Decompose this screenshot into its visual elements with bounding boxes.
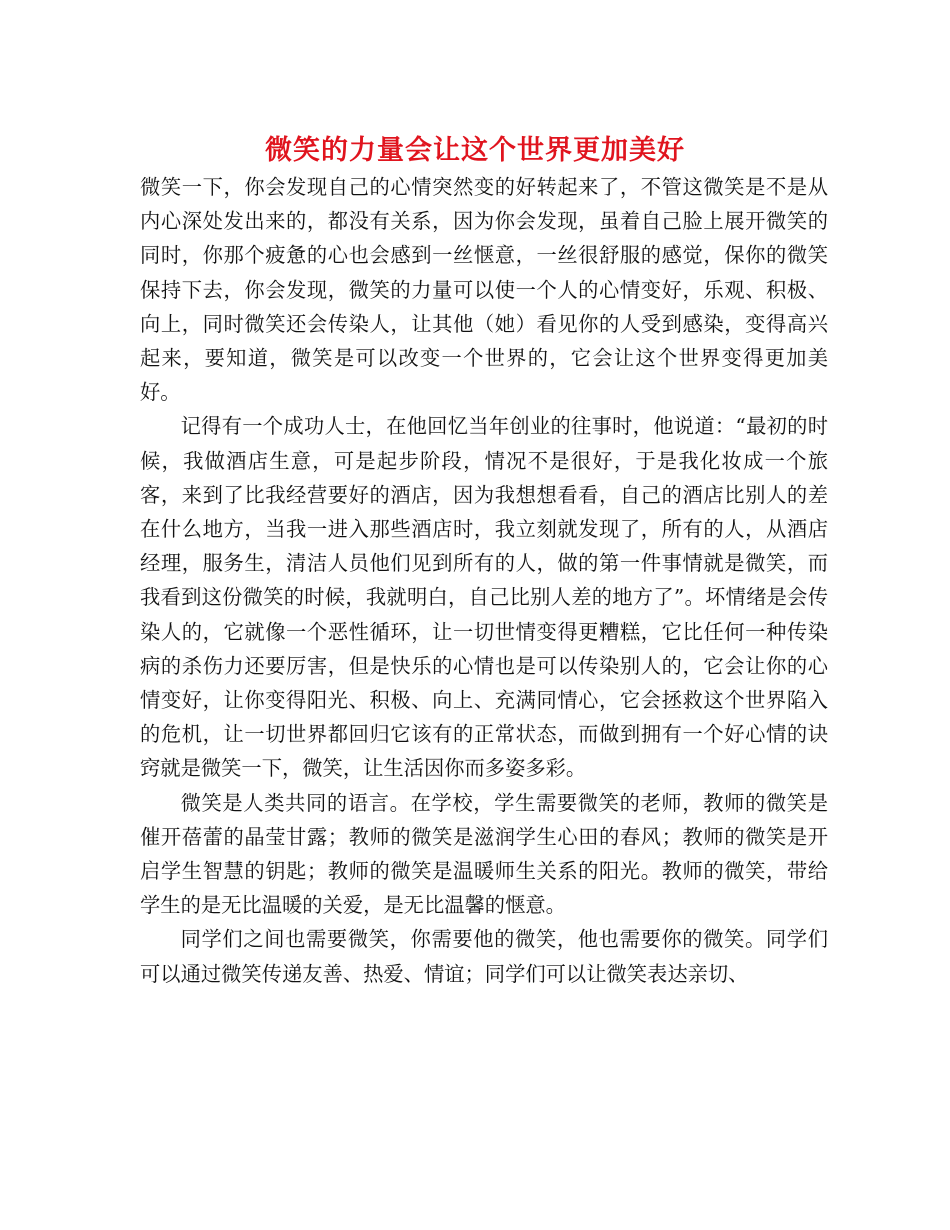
paragraph-2: 记得有一个成功人士，在他回忆当年创业的往事时，他说道：“最初的时候，我做酒店生意，可是起步阶段，情况不是很好，于是我化妆成一个旅客，来到了比我经营要好的酒店，因为我想想看看，自己的酒店比别人的差在什么地方，当我一进入那些酒店时，我立刻就发现了，所有的人，从酒店经理，服务生，清洁人员他们见到所有的人，做的第一件事情就是微笑，而我看到这份微笑的时候，我就明白，自己比别人差的地方了”。坏情绪是会传染人的，它就像一个恶性循环，让一切世情变得更糟糕，它比任何一种传染病的杀伤力还要厉害，但是快乐的心情也是可以传染别人的，它会让你的心情变好，让你变得阳光、积极、向上、充满同情心，它会拯救这个世界陷入的危机，让一切世界都回归它该有的正常状态，而做到拥有一个好心情的诀窍就是微笑一下，微笑，让生活因你而多姿多彩。 bbox=[140, 414, 828, 781]
paragraph-1: 微笑一下，你会发现自己的心情突然变的好转起来了，不管这微笑是不是从内心深处发出来的，都没有关系，因为你会发现，虽着自己脸上展开微笑的同时，你那个疲惫的心也会感到一丝惬意，一丝很舒服的感觉，保你的微笑保持下去，你会发现，微笑的力量可以使一个人的心情变好，乐观、积极、向上，同时微笑还会传染人，让其他（她）看见你的人受到感染，变得高兴起来，要知道，微笑是可以改变一个世界的，它会让这个世界变得更加美好。 bbox=[140, 175, 828, 405]
paragraph-3: 微笑是人类共同的语言。在学校，学生需要微笑的老师，教师的微笑是催开蓓蕾的晶莹甘露；教师的微笑是滋润学生心田的春风；教师的微笑是开启学生智慧的钥匙；教师的微笑是温暖师生关系的阳光。教师的微笑，带给学生的是无比温暖的关爱，是无比温馨的惬意。 bbox=[140, 790, 828, 918]
paragraph-4: 同学们之间也需要微笑，你需要他的微笑，他也需要你的微笑。同学们可以通过微笑传递友善、热爱、情谊；同学们可以让微笑表达亲切、 bbox=[140, 927, 828, 986]
document-body bbox=[140, 170, 828, 991]
document-title: 微笑的力量会让这个世界更加美好 bbox=[265, 135, 685, 166]
